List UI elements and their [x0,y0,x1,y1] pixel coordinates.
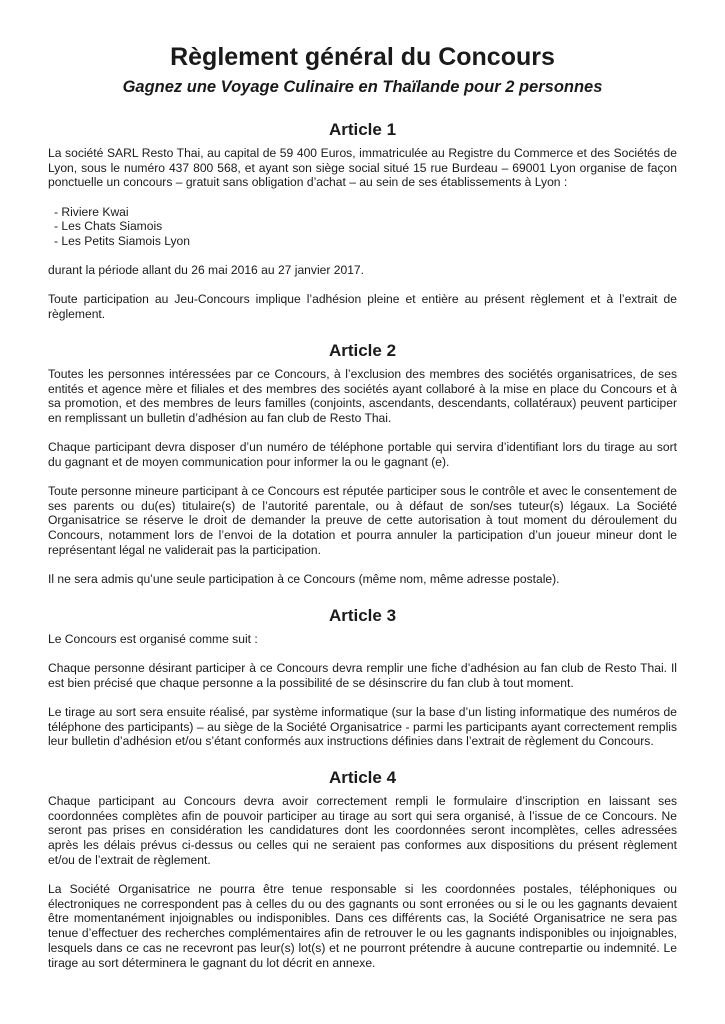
article-paragraph: Toute participation au Jeu-Concours implique l’adhésion pleine et entière au présent règlement et à l’extrait de règlement. [48,292,677,322]
article-paragraph: Le tirage au sort sera ensuite réalisé, par système informatique (sur la base d’un listing informatique des numéros de téléphone des participants) – au siège de la Société Organisatrice - parmi les participants ayant correctement remplis leur bulletin d’adhésion et/ou s’étant conformés aux instructions définies dans l’extrait de règlement du Concours. [48,704,677,749]
article-heading: Article 4 [328,767,397,787]
article-1 [48,98,677,322]
document-subtitle: Gagnez une Voyage Culinaire en Thaïlande pour 2 personnes [122,78,603,96]
article-paragraph: La Société Organisatrice ne pourra être tenue responsable si les coordonnées postales, téléphoniques ou électroniques ne correspondent pas à celles du ou des gagnants ou sont erronées ou si le ou les gagnants devaient être momentanément injoignables ou indisponibles. Dans ces différents cas, la Société Organisatrice ne sera pas tenue d’effectuer des recherches complémentaires afin de retrouver le ou les gagnants indisponibles ou injoignables, lesquels dans ce cas ne recevront pas leur(s) lot(s) et ne pourront prétendre à aucune contrepartie ou indemnité. Le tirage au sort déterminera le gagnant du lot décrit en annexe. [48,882,677,970]
article-paragraph: La société SARL Resto Thai, au capital de 59 400 Euros, immatriculée au Registre du Commerce et des Sociétés de Lyon, sous le numéro 437 800 568, et ayant son siège social situé 15 rue Burdeau – 69001 Lyon organise de façon ponctuelle un concours – gratuit sans obligation d’achat – au sein de ses établissements à Lyon : [48,146,677,190]
list-item: - Les Chats Siamois [54,219,163,234]
document-title: Règlement général du Concours [170,43,555,71]
article-paragraph: Chaque participant devra disposer d’un numéro de téléphone portable qui servira d’identifiant lors du tirage au sort du gagnant et de moyen communication pour informer la ou le gagnant (e). [48,440,677,469]
article-3 [48,587,677,749]
article-paragraph: Toute personne mineure participant à ce Concours est réputée participer sous le contrôle et avec le consentement de ses parents ou du(es) titulaire(s) de l’autorité parentale, ou à défaut de son/ses tuteur(s) légaux. La Société Organisatrice se réserve le droit de demander la preuve de cette autorisation à tout moment du déroulement du Concours, notamment lors de l’envoi de la dotation et pourra annuler la participation d’un joueur mineur dont le représentant légal ne validerait pas la participation. [48,484,677,557]
article-4 [48,749,677,970]
article-heading: Article 1 [328,120,397,139]
article-paragraph: Toutes les personnes intéressées par ce Concours, à l’exclusion des membres des sociétés organisatrices, de ses entités et agence mère et filiales et des membres des sociétés ayant collaboré à la mise en place du Concours et à sa promotion, et des membres de leurs familles (conjoints, ascendants, descendants, collatéraux) peuvent participer en remplissant un bulletin d’adhésion au fan club de Resto Thai. [48,366,677,425]
article-paragraph: Chaque personne désirant participer à ce Concours devra remplir une fiche d’adhésion au fan club de Resto Thai. Il est bien précisé que chaque personne a la possibilité de se désinscrire du fan club à tout moment. [48,660,677,690]
restaurant-list [48,205,677,249]
article-paragraph: durant la période allant du 26 mai 2016 au 27 janvier 2017. [48,263,365,278]
article-paragraph: Le Concours est organisé comme suit : [48,631,258,646]
list-item: - Riviere Kwai [54,204,129,219]
list-item: - Les Petits Siamois Lyon [54,234,191,249]
article-paragraph: Chaque participant au Concours devra avoir correctement rempli le formulaire d’inscription en laissant ses coordonnées complètes afin de pouvoir participer au tirage au sort qui sera organisé, à l’issue de ce Concours. Ne seront pas prises en considération les candidatures dont les coordonnées seront incomplètes, celles adressées après les délais prévus ci-dessus ou celles qui ne seraient pas conformes aux dispositions du présent règlement et/ou de l’extrait de règlement. [48,793,677,867]
article-heading: Article 2 [328,340,397,360]
article-paragraph: Il ne sera admis qu’une seule participation à ce Concours (même nom, même adresse postale). [48,572,560,587]
article-2 [48,322,677,587]
article-heading: Article 3 [328,605,397,625]
